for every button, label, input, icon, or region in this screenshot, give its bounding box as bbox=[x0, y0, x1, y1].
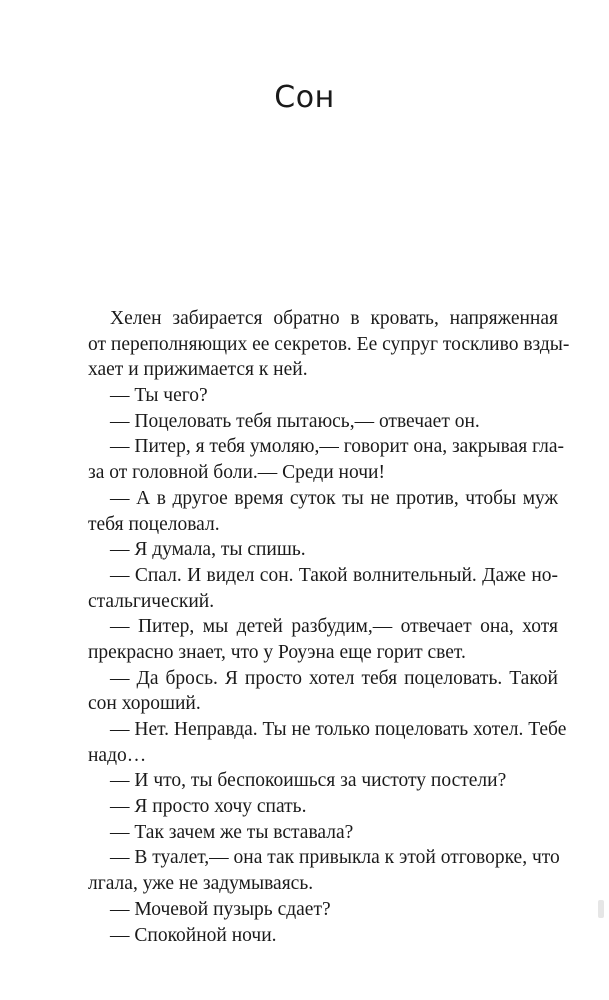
text-line: — В туалет,— она так привыкла к этой отговорке, что bbox=[110, 847, 560, 869]
text-line: — Мочевой пузырь сдает? bbox=[110, 898, 331, 920]
text-line: — Питер, я тебя умоляю,— говорит она, закрывая гла- bbox=[110, 436, 564, 458]
text-line: — Питер, мы детей разбудим,— отвечает она, хотя bbox=[110, 616, 558, 638]
page-edge-mark bbox=[598, 900, 604, 918]
text-line: — А в другое время суток ты не против, чтобы муж bbox=[110, 487, 558, 509]
text-line: Хелен забирается обратно в кровать, напряженная bbox=[110, 308, 558, 329]
text-line: лгала, уже не задумываясь. bbox=[88, 873, 314, 895]
text-line: — Я думала, ты спишь. bbox=[110, 539, 306, 561]
text-line: сон хороший. bbox=[88, 693, 201, 715]
text-line: — Нет. Неправда. Ты не только поцеловать хотел. Тебе bbox=[110, 719, 567, 740]
text-line: — Спал. И видел сон. Такой волнительный. Даже но- bbox=[110, 564, 558, 586]
text-line: — И что, ты беспокоишься за чистоту постели? bbox=[110, 770, 507, 792]
text-line: — Спокойной ночи. bbox=[110, 924, 277, 946]
chapter-title: Сон bbox=[274, 80, 335, 115]
body-text bbox=[88, 306, 570, 948]
text-line: — Да брось. Я просто хотел тебя поцеловать. Такой bbox=[110, 667, 558, 689]
text-line: тебя поцеловал. bbox=[88, 513, 220, 535]
text-line: надо… bbox=[88, 744, 147, 766]
text-line: — Так зачем же ты вставала? bbox=[110, 821, 354, 843]
text-line: — Поцеловать тебя пытаюсь,— отвечает он. bbox=[110, 410, 480, 432]
text-line: за от головной боли.— Среди ночи! bbox=[88, 462, 385, 484]
text-line: хает и прижимается к ней. bbox=[88, 359, 308, 381]
text-line: — Ты чего? bbox=[110, 385, 208, 407]
text-line: стальгический. bbox=[88, 590, 215, 612]
text-line: от переполняющих ее секретов. Ее супруг тоскливо взды- bbox=[88, 333, 570, 355]
text-line: прекрасно знает, что у Роуэна еще горит свет. bbox=[88, 641, 466, 663]
text-line: — Я просто хочу спать. bbox=[110, 796, 307, 818]
